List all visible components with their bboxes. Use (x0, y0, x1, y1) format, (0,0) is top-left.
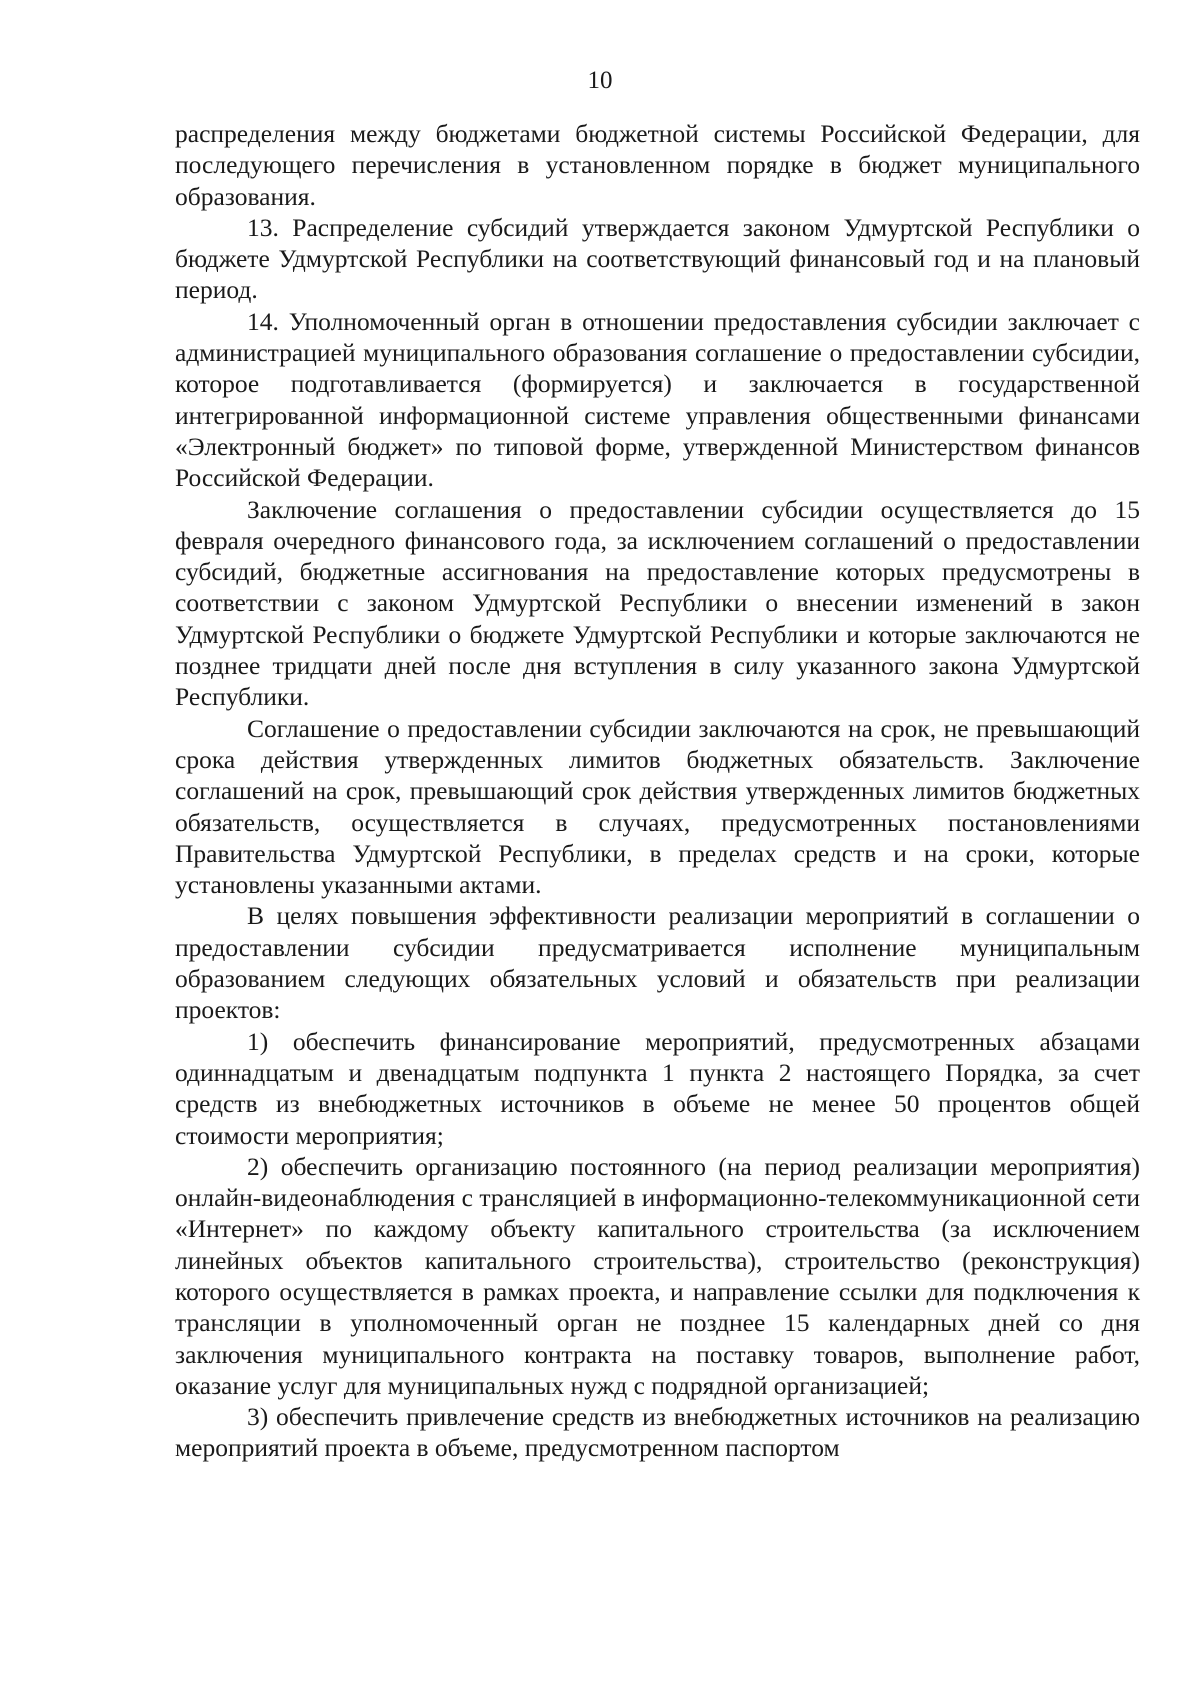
page-number: 10 (587, 67, 613, 94)
paragraph-efficiency-conditions: В целях повышения эффективности реализации мероприятий в соглашении о предоставлении субсидии предусматривается исполнение муниципальным образованием следующих обязательных условий и обязательств при реализации проектов: (175, 901, 1140, 1025)
paragraph-condition-2: 2) обеспечить организацию постоянного (на период реализации мероприятия) онлайн-видеонаблюдения с трансляцией в информационно-телекоммуникационной сети «Интернет» по каждому объекту капитального строительства (за исключением линейных объектов капитального строительства), строительство (реконструкция) которого осуществляется в рамках проекта, и направление ссылки для подключения к трансляции в уполномоченный орган не позднее 15 календарных дней со дня заключения муниципального контракта на поставку товаров, выполнение работ, оказание услуг для муниципальных нужд с подрядной организацией; (175, 1151, 1140, 1400)
paragraph-agreement-term: Соглашение о предоставлении субсидии заключаются на срок, не превышающий срока действия утвержденных лимитов бюджетных обязательств. Заключение соглашений на срок, превышающий срок действия утвержденных лимитов бюджетных обязательств, осуществляется в случаях, предусмотренных постановлениями Правительства Удмуртской Республики, в пределах средств и на сроки, которые установлены указанными актами. (175, 713, 1140, 900)
paragraph-item-14: 14. Уполномоченный орган в отношении предоставления субсидии заключает с администрацией муниципального образования соглашение о предоставлении субсидии, которое подготавливается (формируется) и заключается в государственной интегрированной информационной системе управления общественными финансами «Электронный бюджет» по типовой форме, утвержденной Министерством финансов Российской Федерации. (175, 306, 1140, 493)
paragraph-continuation: распределения между бюджетами бюджетной системы Российской Федерации, для последующего перечисления в установленном порядке в бюджет муниципального образования. (175, 119, 1140, 211)
paragraph-condition-3: 3) обеспечить привлечение средств из внебюджетных источников на реализацию мероприятий проекта в объеме, предусмотренном паспортом (175, 1402, 1140, 1463)
document-body (175, 118, 1140, 1464)
paragraph-item-13: 13. Распределение субсидий утверждается законом Удмуртской Республики о бюджете Удмуртской Республики на соответствующий финансовый год и на плановый период. (175, 212, 1140, 305)
paragraph-condition-1: 1) обеспечить финансирование мероприятий, предусмотренных абзацами одиннадцатым и двенадцатым подпункта 1 пункта 2 настоящего Порядка, за счет средств из внебюджетных источников в объеме не менее 50 процентов общей стоимости мероприятия; (175, 1026, 1140, 1150)
paragraph-agreement-deadline: Заключение соглашения о предоставлении субсидии осуществляется до 15 февраля очередного финансового года, за исключением соглашений о предоставлении субсидий, бюджетные ассигнования на предоставление которых предусмотрены в соответствии с законом Удмуртской Республики о внесении изменений в закон Удмуртской Республики о бюджете Удмуртской Республики и которые заключаются не позднее тридцати дней после дня вступления в силу указанного закона Удмуртской Республики. (175, 494, 1140, 712)
